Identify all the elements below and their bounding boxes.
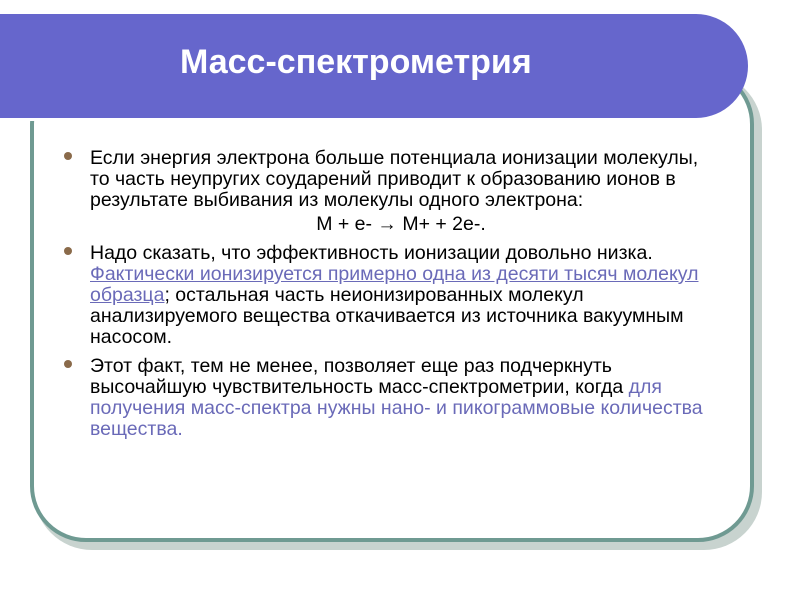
bullet-dot-icon [64,247,72,255]
ionization-formula: M + e- → M+ + 2e-. [316,213,486,235]
bullet-item-1 [62,148,722,235]
bullet-2-rest: ; остальная часть неионизированных молекул анализируемого вещества откачивается из источника вакуумным насосом. [90,284,684,348]
bullet-2-highlight: Фактически ионизируется примерно одна из десяти тысяч молекул образца [90,263,699,306]
title-underline [0,118,708,121]
bullet-dot-icon [64,152,72,160]
bullet-item-2 [62,243,722,348]
slide-title: Масс-спектрометрия [180,43,532,81]
bullet-dot-icon [64,360,72,368]
bullet-3-highlight: для получения масс-спектра нужны нано- и пикограммовые количества вещества [90,376,703,440]
bullet-1-text: Если энергия электрона больше потенциала ионизации молекулы, то часть неупругих соударений приводит к образованию ионов в результате выбивания из молекулы одного электрона: [90,147,699,211]
bullet-item-3 [62,356,722,440]
bullet-3-end: . [177,418,183,440]
slide-body [62,148,722,448]
bullet-3-text: Этот факт, тем не менее, позволяет еще раз подчеркнуть высочайшую чувствительность масс-спектрометрии, когда [90,355,624,398]
bullet-2-text: Надо сказать, что эффективность ионизации довольно низка. [90,242,653,264]
